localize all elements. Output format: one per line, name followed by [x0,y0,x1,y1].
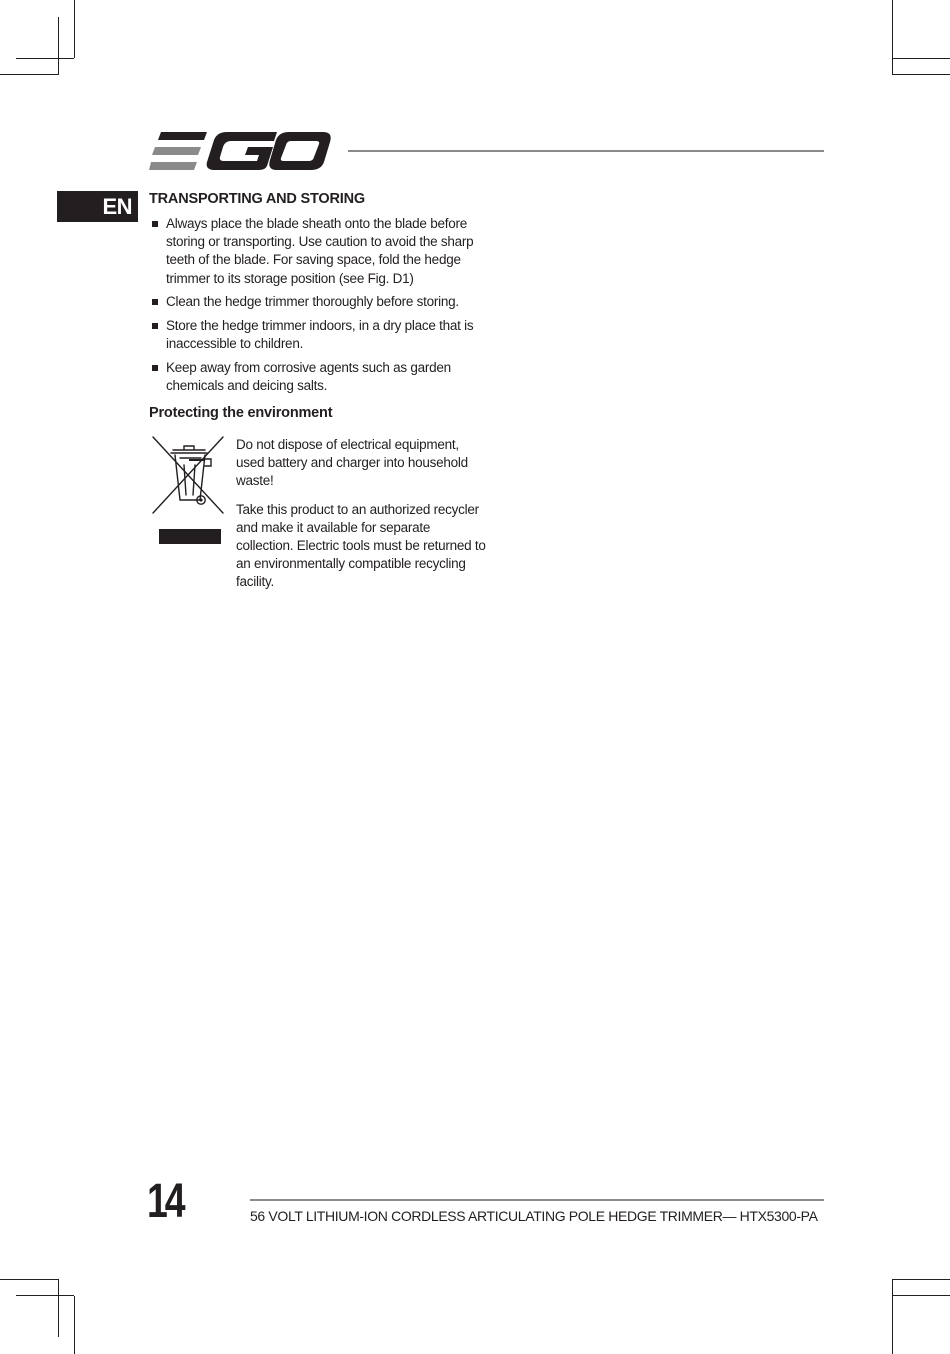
crossed-out-wheelie-bin-icon [151,435,225,547]
header-rule [348,150,824,152]
ego-logo [149,130,331,172]
list-item [149,293,484,311]
section-title: TRANSPORTING AND STORING [149,191,365,207]
list-item-text: Store the hedge trimmer indoors, in a dry place that is inaccessible to children. [166,318,474,352]
bullet-square-icon [152,299,158,305]
content-column [149,189,484,423]
bullet-square-icon [152,323,158,329]
bullet-square-icon [152,365,158,371]
bullet-square-icon [152,221,158,227]
list-item [149,317,484,353]
list-item [149,359,484,395]
recycling-instruction: Take this product to an authorized recycler and make it available for separate collection. Electric tools must be returned to an environmentally compatible recycling facility. [236,501,486,590]
list-item-text: Always place the blade sheath onto the blade before storing or transporting. Use caution to avoid the sharp teeth of the blade. For saving space, fold the hedge trimmer to its storage position (see Fig. D1) [166,216,474,286]
disposal-warning: Do not dispose of electrical equipment, used battery and charger into household waste! [236,437,468,489]
bullet-list [149,215,484,395]
footer-product-title: 56 VOLT LITHIUM-ION CORDLESS ARTICULATING POLE HEDGE TRIMMER— HTX5300-PA [250,1208,818,1224]
language-tab: EN [57,191,138,222]
list-item-text: Keep away from corrosive agents such as garden chemicals and deicing salts. [166,359,451,394]
environment-heading: Protecting the environment [149,405,333,422]
environment-text [236,436,486,602]
page-number: 14 [147,1175,183,1228]
list-item [149,215,484,288]
footer-rule [250,1199,824,1201]
list-item-text: Clean the hedge trimmer thoroughly before storing. [166,294,459,310]
